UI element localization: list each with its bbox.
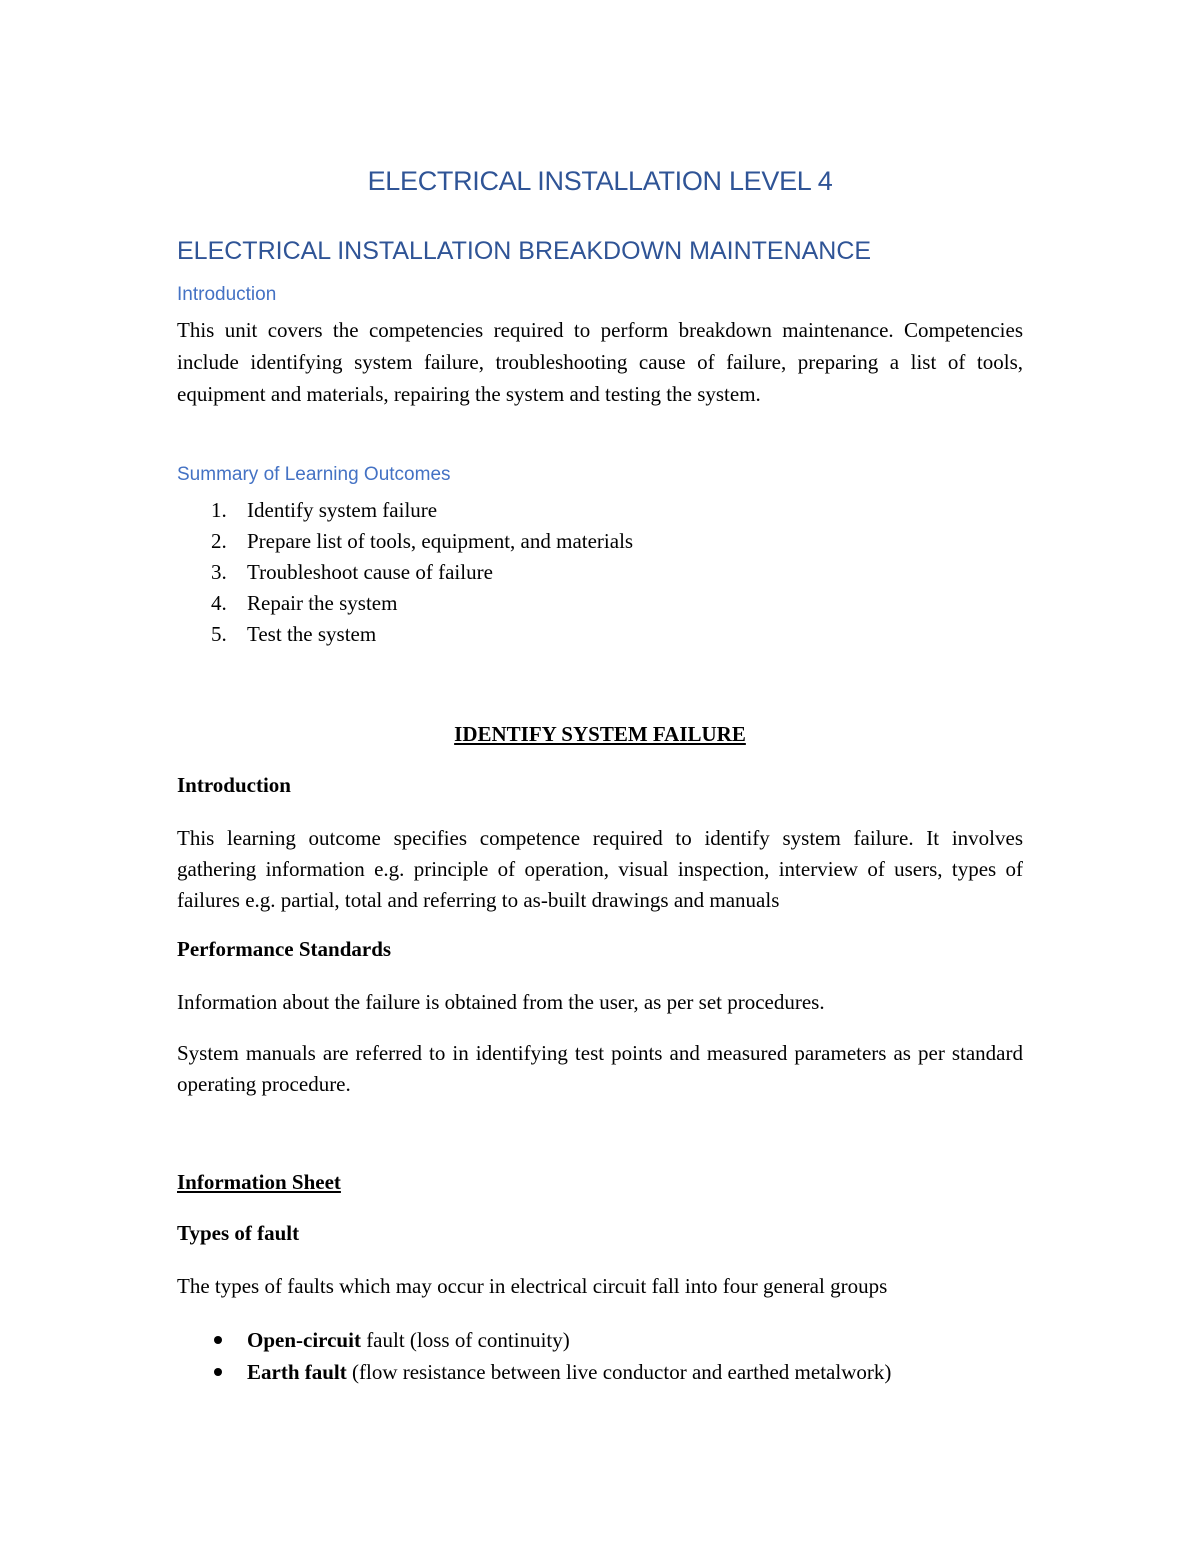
list-item [177, 588, 1023, 619]
fault-types-list [177, 1324, 1023, 1388]
section-title: IDENTIFY SYSTEM FAILURE [454, 722, 746, 746]
summary-heading: Summary of Learning Outcomes [177, 464, 451, 485]
fault-term: Earth fault [247, 1360, 347, 1384]
introduction-paragraph: This unit covers the competencies required to perform breakdown maintenance. Competencies include identifying system failure, troubleshooting cause of failure, preparing a list of tools, equipment and materials, repairing the system and testing the system. [177, 318, 1023, 406]
list-number: 5. [211, 622, 227, 646]
list-number: 3. [211, 560, 227, 584]
fault-description: (flow resistance between live conductor and earthed metalwork) [346, 1360, 892, 1384]
section-introduction-paragraph: This learning outcome specifies competence required to identify system failure. It involves gathering information e.g. principle of operation, visual inspection, interview of users, types of failures e.g. partial, total and referring to as-built drawings and manuals [177, 826, 1023, 912]
list-item [177, 619, 1023, 650]
learning-outcomes-list [177, 495, 1023, 650]
list-item [177, 1324, 1023, 1356]
list-item [177, 526, 1023, 557]
unit-heading: ELECTRICAL INSTALLATION BREAKDOWN MAINTENANCE [177, 237, 872, 265]
list-item-text: Troubleshoot cause of failure [247, 560, 493, 584]
list-number: 2. [211, 529, 227, 553]
list-item [177, 1356, 1023, 1388]
list-item [177, 495, 1023, 526]
list-item-text: Identify system failure [247, 498, 438, 522]
fault-description: fault (loss of continuity) [360, 1328, 570, 1352]
types-of-fault-heading: Types of fault [177, 1221, 300, 1245]
performance-standard-1: Information about the failure is obtained from the user, as per set procedures. [177, 990, 825, 1014]
introduction-heading: Introduction [177, 284, 277, 305]
information-sheet-heading: Information Sheet [177, 1170, 341, 1194]
fault-intro-paragraph: The types of faults which may occur in electrical circuit fall into four general groups [177, 1274, 888, 1298]
list-item [177, 557, 1023, 588]
bullet-icon [214, 1336, 222, 1344]
bullet-icon [214, 1368, 222, 1376]
performance-standards-heading: Performance Standards [177, 937, 392, 961]
list-item-text: Prepare list of tools, equipment, and materials [247, 529, 634, 553]
list-number: 1. [211, 498, 227, 522]
document-title: ELECTRICAL INSTALLATION LEVEL 4 [367, 166, 833, 196]
fault-term: Open-circuit [247, 1328, 361, 1352]
list-number: 4. [211, 591, 227, 615]
list-item-text: Test the system [247, 622, 377, 646]
list-item-text: Repair the system [247, 591, 398, 615]
performance-standard-2: System manuals are referred to in identifying test points and measured parameters as per standard operating procedure. [177, 1041, 1023, 1096]
section-introduction-heading: Introduction [177, 773, 291, 797]
